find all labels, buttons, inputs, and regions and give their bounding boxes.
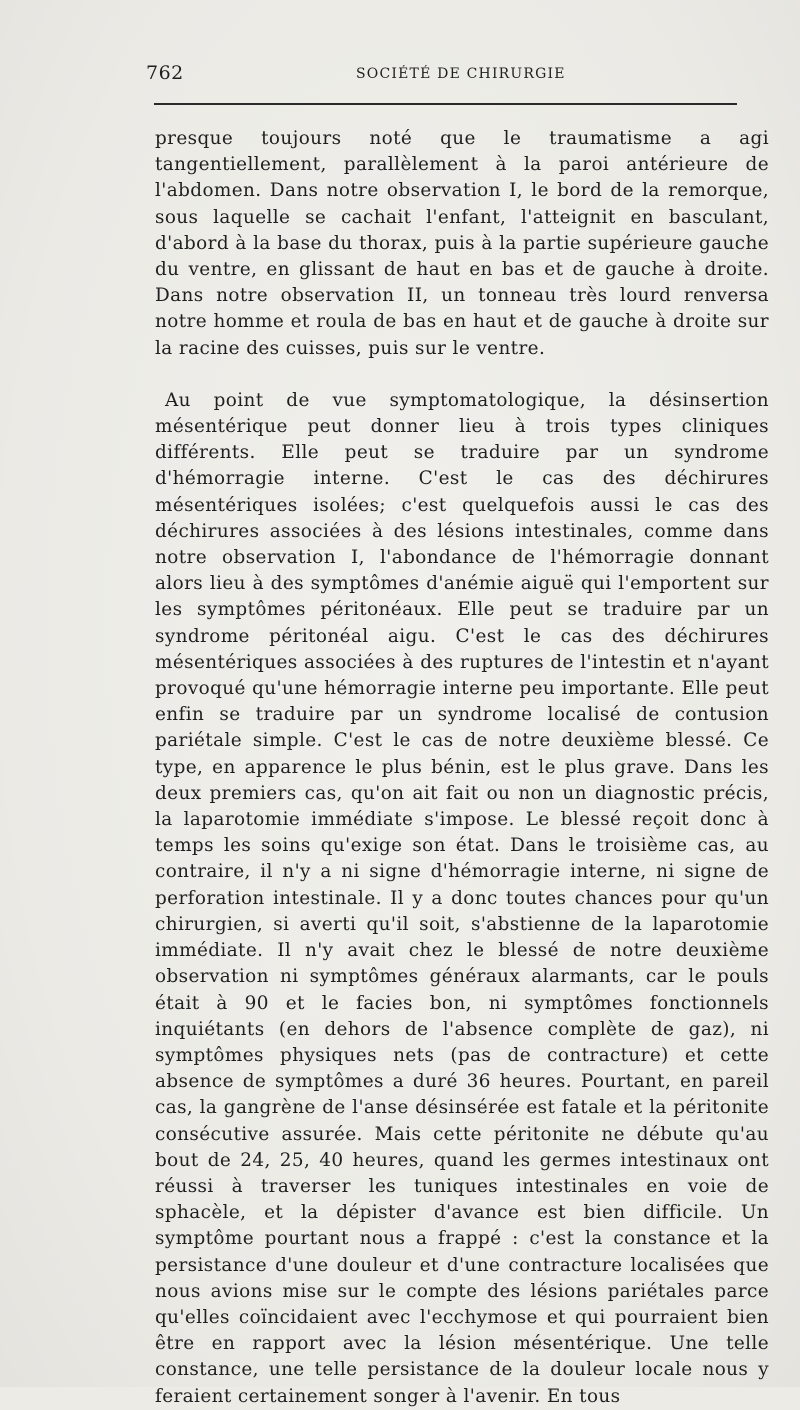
header-rule — [154, 103, 737, 105]
body-text — [155, 126, 769, 1410]
running-title: SOCIÉTÉ DE CHIRURGIE — [356, 66, 566, 82]
paragraph: presque toujours noté que le traumatisme a agi tangentiellement, parallèlement à la paroi antérieure de l'abdomen. Dans notre observation I, le bord de la remorque, sous laquelle se cachait l'enfant, l'atteignit en basculant, d'abord à la base du thorax, puis à la partie supérieure gauche du ventre, en glissant de haut en bas et de gauche à droite. Dans notre observation II, un tonneau très lourd renversa notre homme et roula de bas en haut et de gauche à droite sur la racine des cuisses, puis sur le ventre. — [155, 128, 769, 359]
page-number: 762 — [146, 62, 184, 84]
page-header — [146, 62, 739, 90]
paragraph: Au point de vue symptomatologique, la désinsertion mésentérique peut donner lieu à trois types cliniques différents. Elle peut se traduire par un syndrome d'hémorragie interne. C'est le cas des déchirures mésentériques isolées; c'est quelquefois aussi le cas des déchirures associées à des lésions intestinales, comme dans notre observation I, l'abondance de l'hémorragie donnant alors lieu à des symptômes d'anémie aiguë qui l'emportent sur les symptômes péritonéaux. Elle peut se traduire par un syndrome péritonéal aigu. C'est le cas des déchirures mésentériques associées à des ruptures de l'intestin et n'ayant provoqué qu'une hémorragie interne peu importante. Elle peut enfin se traduire par un syndrome localisé de contusion pariétale simple. C'est le cas de notre deuxième blessé. Ce type, en apparence le plus bénin, est le plus grave. Dans les deux premiers cas, qu'on ait fait ou non un diagnostic précis, la laparotomie immédiate s'impose. Le blessé reçoit donc à temps les soins qu'exige son état. Dans le troisième cas, au contraire, il n'y a ni signe d'hémorragie interne, ni signe de perforation intestinale. Il y a donc toutes chances pour qu'un chirurgien, si averti qu'il soit, s'abstienne de la laparotomie immédiate. Il n'y avait chez le blessé de notre deuxième observation ni symptômes généraux alarmants, car le pouls était à 90 et le facies bon, ni symptômes fonctionnels inquiétants (en dehors de l'absence complète de gaz), ni symptômes physiques nets (pas de contracture) et cette absence de symptômes a duré 36 heures. Pourtant, en pareil cas, la gangrène de l'anse désinsérée est fatale et la péritonite consécutive assurée. Mais cette péritonite ne débute qu'au bout de 24, 25, 40 heures, quand les germes intestinaux ont réussi à traverser les tuniques intestinales en voie de sphacèle, et la dépister d'avance est bien difficile. Un symptôme pourtant nous a frappé : c'est la constance et la persistance d'une douleur et d'une contracture localisées que nous avions mise sur le compte des lésions pariétales parce qu'elles coïncidaient avec l'ecchymose et qui pourraient bien être en rapport avec la lésion mésentérique. Une telle constance, une telle persistance de la douleur locale nous y feraient certainement songer à l'avenir. En tous — [155, 389, 769, 1407]
